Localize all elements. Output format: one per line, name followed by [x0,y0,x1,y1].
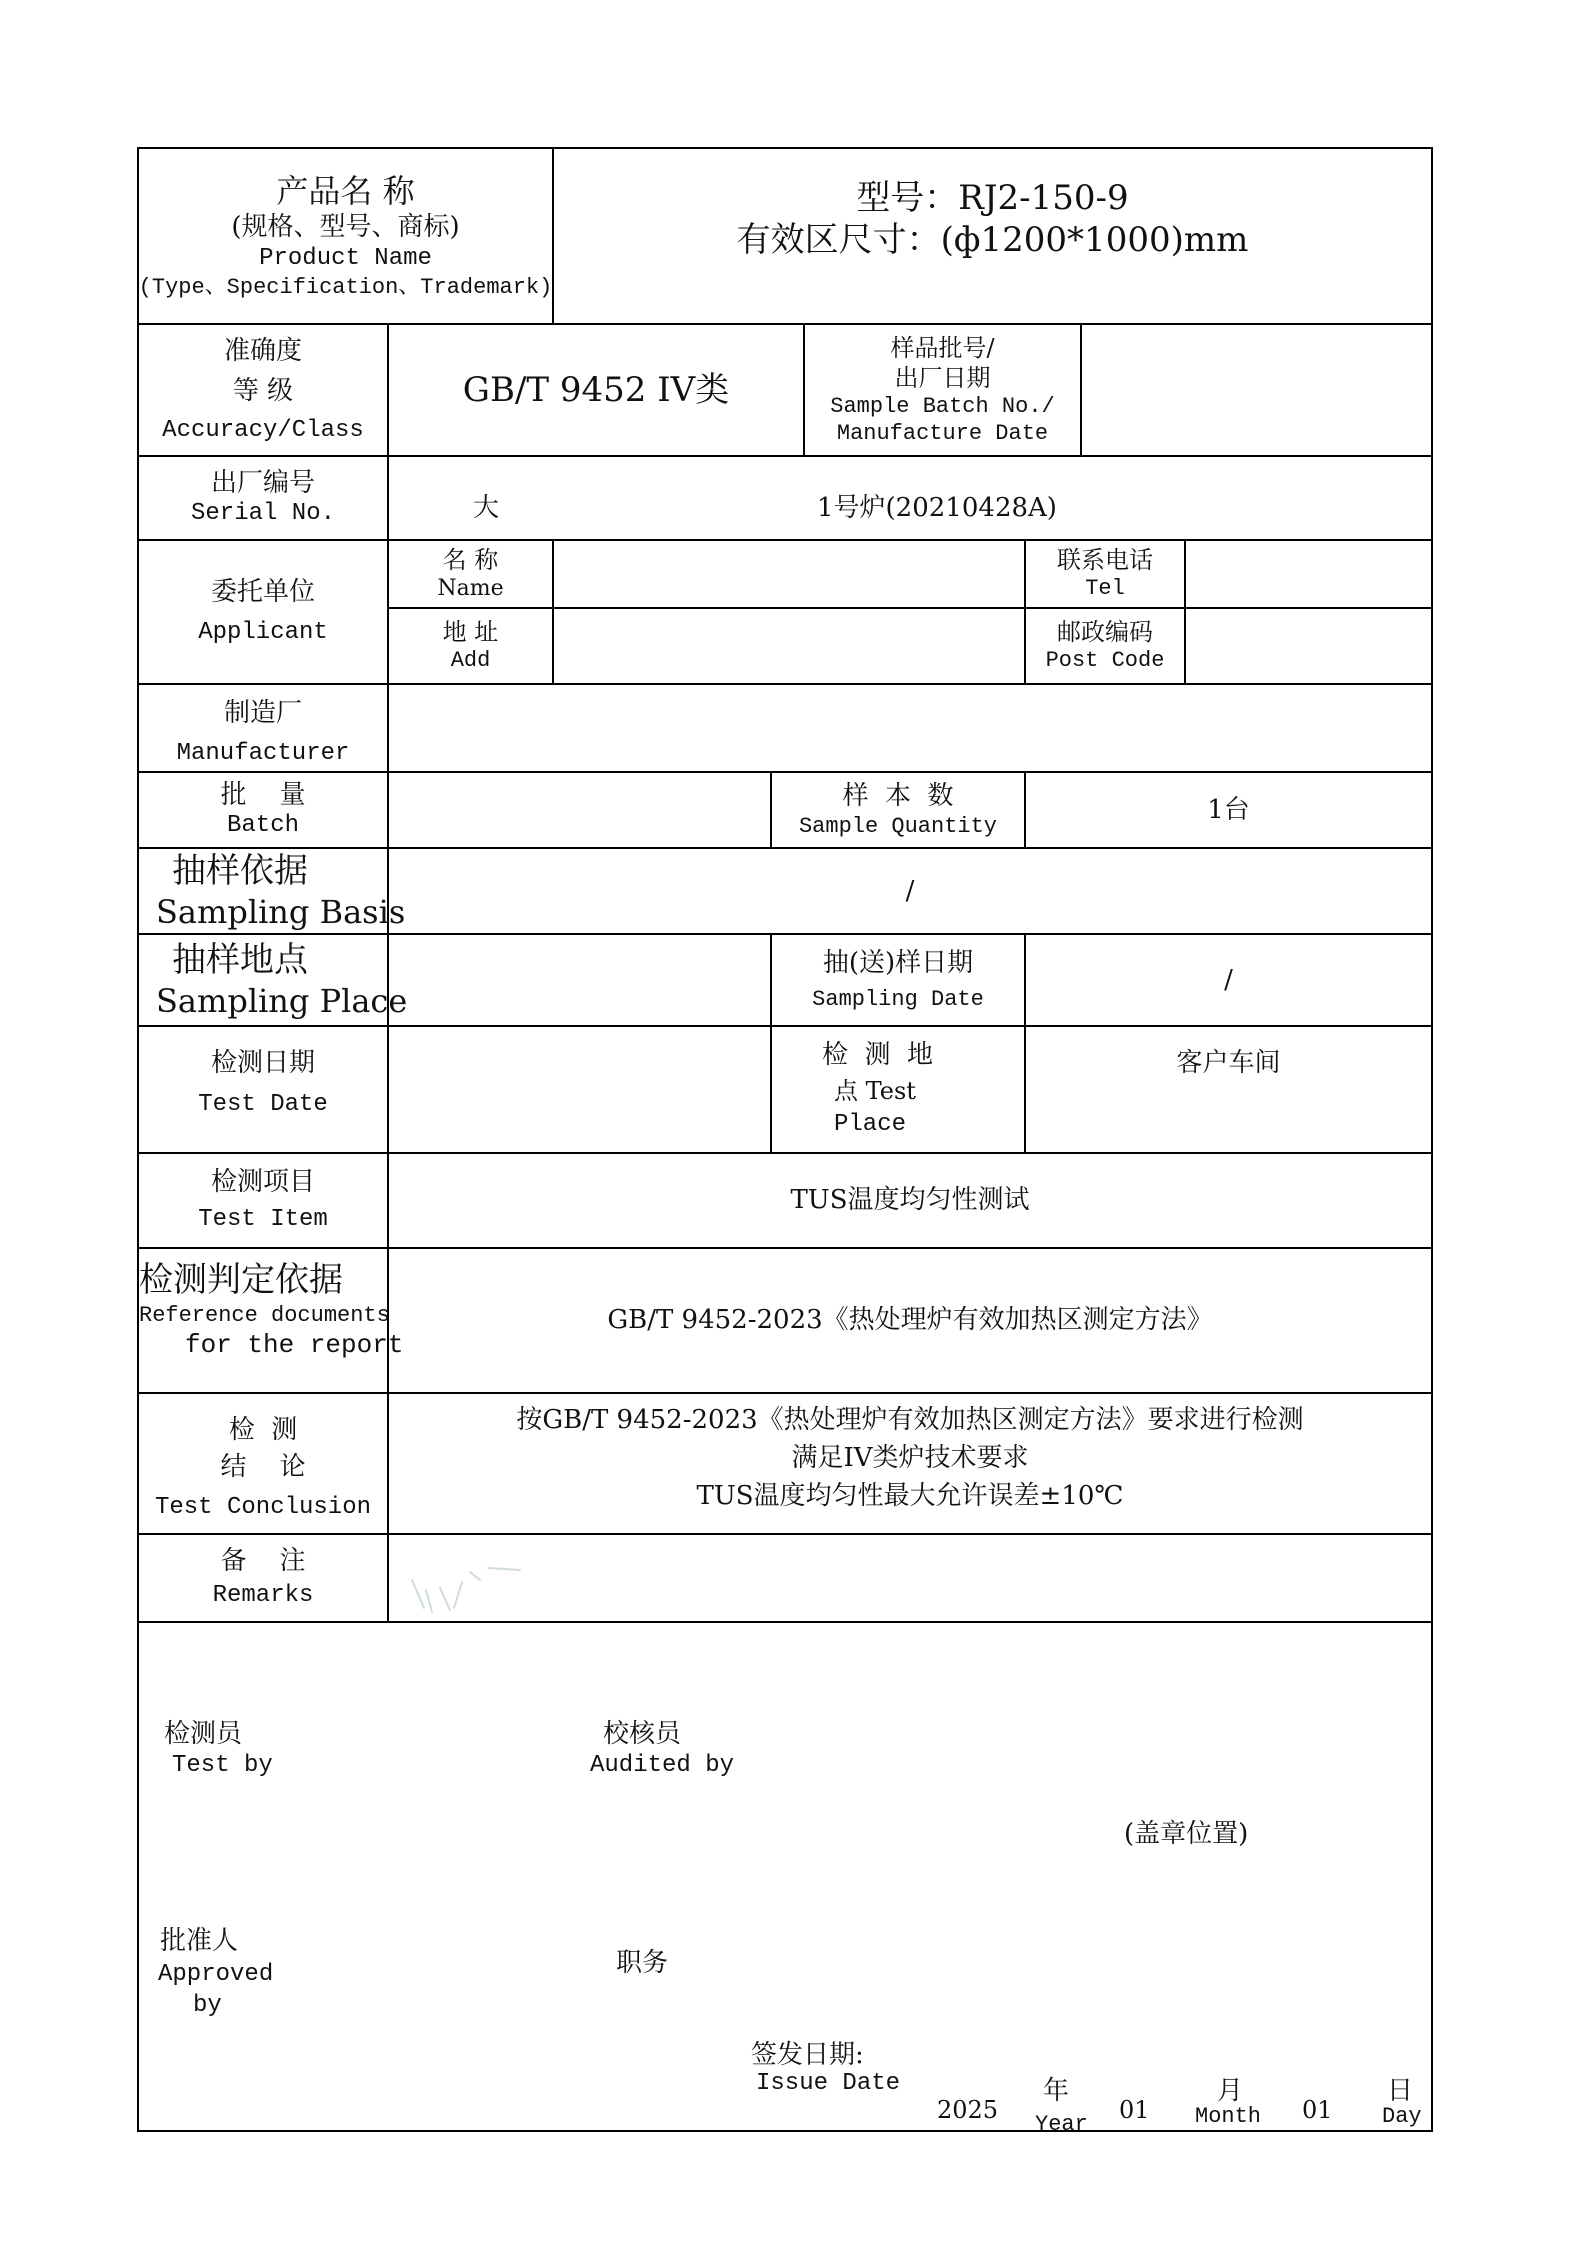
day-label-en: Day [1382,2104,1422,2129]
sampling-basis-label-cn: 抽样依据 [172,850,308,891]
position-field[interactable] [680,1935,1030,1985]
serial-value: 1号炉(20210428A) [817,493,1057,523]
conclusion-label-cn-1: 检 测 [228,1415,298,1445]
test-place-value-text: 客户车间 [1176,1048,1281,1078]
product-name-label [139,149,552,323]
test-place-label-3: Place [834,1110,907,1138]
test-place-value[interactable] [1026,1027,1431,1137]
auditor-label-en: Audited by [590,1752,735,1779]
sample-batch-value[interactable] [1082,325,1431,455]
accuracy-value-text: GB/T 9452 IV类 [462,369,730,410]
effective-zone-value: 有效区尺寸：(ф1200*1000)mm [736,220,1249,260]
sample-batch-label-cn-2: 出厂日期 [894,363,991,392]
remarks-label-en: Remarks [212,1582,314,1610]
test-item-value-text: TUS温度均匀性测试 [790,1185,1030,1216]
conclusion-line-3: TUS温度均匀性最大允许误差±10℃ [696,1480,1124,1511]
issue-day-value[interactable]: 01 [1302,2096,1333,2124]
issue-month-value[interactable]: 01 [1119,2096,1150,2124]
accuracy-label-cn-2: 等 级 [232,376,294,406]
tester-label-en: Test by [172,1752,273,1779]
reference-label-en-2: for the report [185,1330,404,1360]
issue-date-label-cn: 签发日期: [751,2040,864,2070]
sampling-date-label [772,935,1024,1025]
accuracy-label [139,325,387,455]
applicant-name-value[interactable] [554,541,1024,607]
batch-value[interactable] [389,773,770,847]
month-label-cn: 月 [1217,2076,1244,2106]
remarks-label-cn: 备 注 [220,1545,306,1576]
tel-label-en: Tel [1085,576,1125,602]
sample-quantity-label [772,773,1024,847]
test-item-value [389,1154,1431,1247]
applicant-name-label-en: Name [437,576,504,602]
accuracy-label-en: Accuracy/Class [162,416,364,444]
issue-year-value[interactable]: 2025 [937,2096,999,2124]
scribble-mark-icon [410,1560,570,1620]
sampling-date-label-en: Sampling Date [812,986,984,1012]
approver-label-en-2: by [193,1992,222,2019]
serial-label [139,457,387,539]
conclusion-line-2: 满足IV类炉技术要求 [791,1443,1029,1474]
applicant-addr-label-cn: 地 址 [442,618,499,647]
tester-label-cn: 检测员 [164,1719,243,1749]
sample-batch-label-en-2: Manufacture Date [836,421,1049,446]
tel-label [1026,541,1184,607]
sampling-place-label-en: Sampling Place [156,982,408,1021]
sampling-basis-label [139,849,406,933]
applicant-label-en: Applicant [198,619,328,647]
stamp-position-label: (盖章位置) [1124,1819,1249,1849]
test-place-label-1: 检 测 地 [822,1040,934,1071]
product-name-label-cn: 产品名 称 [276,172,415,210]
year-label-cn: 年 [1043,2076,1070,2106]
sampling-place-value[interactable] [389,935,770,1025]
product-name-label-en-sub: (Type、Specification、Trademark) [138,274,553,300]
post-code-value[interactable] [1186,609,1431,683]
test-place-label-2: 点 Test [834,1076,916,1105]
test-item-label [139,1154,387,1247]
batch-label-cn: 批 量 [220,779,306,810]
reference-label-en-1: Reference documents [139,1302,390,1328]
sample-batch-label-cn-1: 样品批号/ [890,333,995,362]
manufacturer-label [139,685,387,771]
approver-label-en-1: Approved [158,1961,274,1988]
tel-label-cn: 联系电话 [1057,546,1153,575]
auditor-signature-field[interactable] [760,1705,1060,1785]
test-item-label-en: Test Item [198,1205,328,1233]
sample-quantity-value-text: 1台 [1207,794,1250,825]
tel-value[interactable] [1186,541,1431,607]
serial-prefix: 大 [473,493,500,523]
sampling-date-value-text: / [1224,964,1233,995]
model-value: 型号：RJ2-150-9 [856,177,1129,218]
sample-quantity-label-en: Sample Quantity [798,813,998,839]
conclusion-label [139,1394,387,1533]
row-line [137,1621,1433,1623]
applicant-label [139,541,387,683]
product-name-label-cn-sub: (规格、型号、商标) [231,212,460,242]
manufacturer-value[interactable] [389,685,1431,771]
issue-date-label-en: Issue Date [756,2070,901,2097]
applicant-label-cn: 委托单位 [210,576,315,607]
manufacturer-label-cn: 制造厂 [223,698,302,728]
post-code-label-cn: 邮政编码 [1057,618,1153,647]
table-border-bottom [137,2130,1433,2132]
test-date-value[interactable] [389,1027,770,1152]
sampling-basis-value-text: / [905,875,915,906]
product-name-value [554,149,1431,289]
sample-quantity-value[interactable] [1026,773,1431,847]
test-date-label-en: Test Date [198,1090,328,1118]
month-label-en: Month [1195,2104,1262,2129]
product-name-label-en: Product Name [259,244,432,272]
year-label-en: Year [1035,2112,1088,2137]
batch-label-en: Batch [226,812,299,840]
remarks-label [139,1535,387,1621]
post-code-label-en: Post Code [1045,648,1165,674]
reference-value-text: GB/T 9452-2023《热处理炉有效加热区测定方法》 [607,1305,1213,1336]
reference-value [389,1249,1431,1392]
sampling-place-label [139,935,408,1025]
serial-label-en: Serial No. [190,500,336,528]
sample-quantity-label-cn: 样 本 数 [842,781,954,811]
test-place-label [772,1027,1024,1152]
sample-batch-label-en-1: Sample Batch No./ [830,393,1055,419]
reference-label-cn: 检测判定依据 [139,1260,343,1300]
serial-label-cn: 出厂编号 [210,467,315,498]
applicant-addr-label-en: Add [450,648,491,674]
reference-label [139,1249,404,1392]
applicant-addr-value[interactable] [554,609,1024,683]
day-label-cn: 日 [1387,2076,1414,2106]
test-date-label [139,1027,387,1152]
position-label: 职务 [616,1948,669,1978]
applicant-name-label [389,541,552,607]
approver-label-cn: 批准人 [160,1926,239,1956]
test-item-label-cn: 检测项目 [210,1167,315,1198]
sampling-basis-value[interactable] [389,849,1431,933]
conclusion-label-en: Test Conclusion [154,1494,372,1521]
sampling-date-value[interactable] [1026,935,1431,1025]
auditor-label-cn: 校核员 [603,1719,682,1749]
conclusion-label-cn-2: 结 论 [220,1451,306,1482]
applicant-addr-label [389,609,552,683]
table-border-right [1431,147,1433,2132]
test-date-label-cn: 检测日期 [210,1048,315,1078]
sample-batch-label [805,325,1080,455]
conclusion-value [389,1394,1431,1524]
applicant-name-label-cn: 名 称 [442,546,499,575]
sampling-date-label-cn: 抽(送)样日期 [822,948,974,978]
accuracy-label-cn-1: 准确度 [223,335,302,366]
accuracy-value [389,325,803,455]
approver-signature-field[interactable] [290,1915,590,2005]
post-code-label [1026,609,1184,683]
conclusion-line-1: 按GB/T 9452-2023《热处理炉有效加热区测定方法》要求进行检测 [516,1405,1304,1436]
sampling-place-label-cn: 抽样地点 [172,939,308,980]
batch-label [139,773,387,847]
sampling-basis-label-en: Sampling Basis [156,893,406,932]
tester-signature-field[interactable] [300,1705,560,1785]
manufacturer-label-en: Manufacturer [176,740,350,767]
